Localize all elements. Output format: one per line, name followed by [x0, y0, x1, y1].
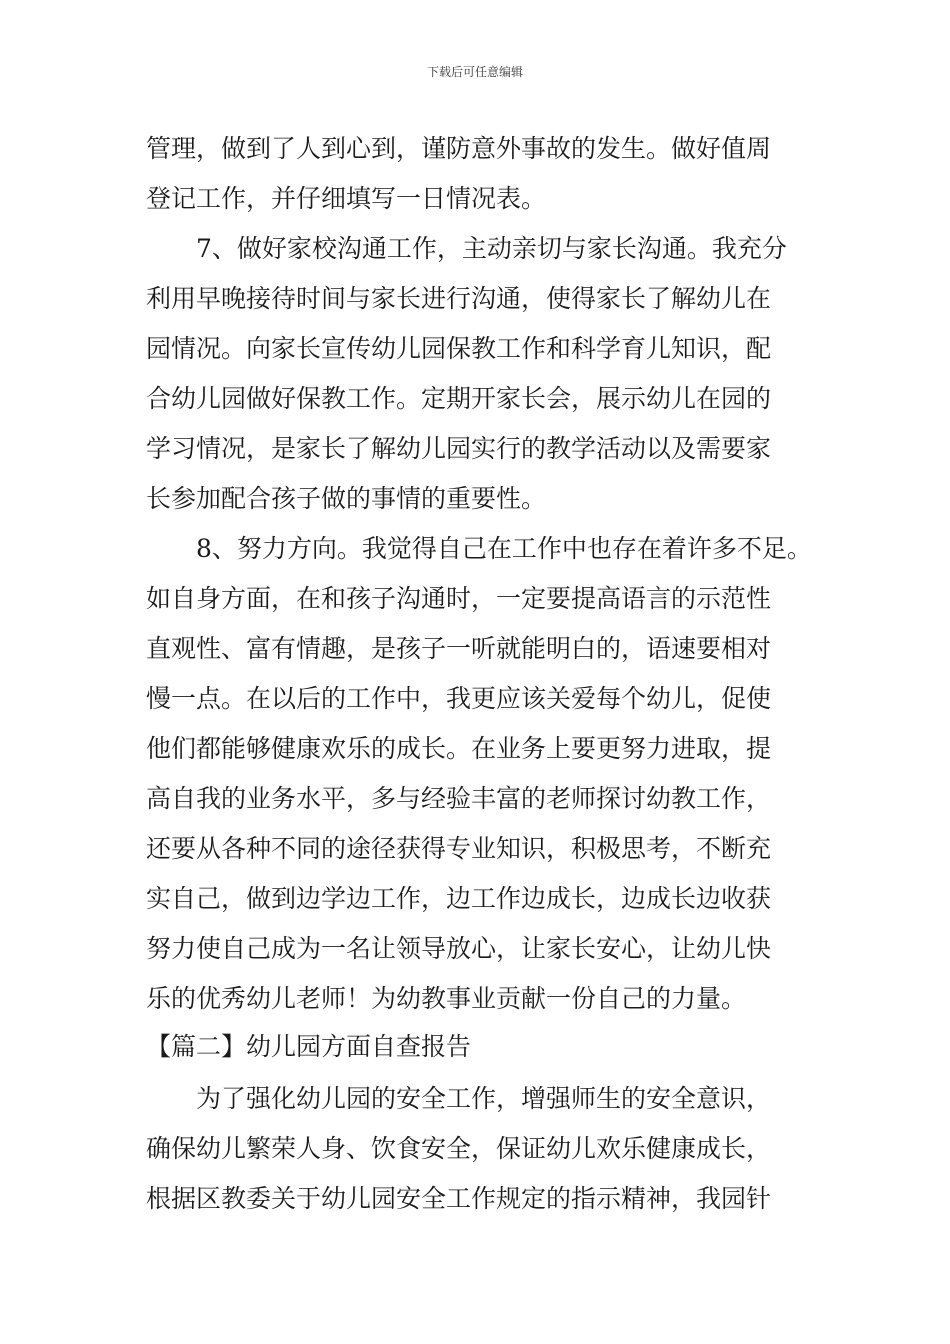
body-line: 管理，做到了人到心到，谨防意外事故的发生。做好值周: [146, 134, 772, 163]
paragraph-start-line: 7、做好家校沟通工作，主动亲切与家长沟通。我充分: [196, 234, 787, 263]
body-line: 乐的优秀幼儿老师！为幼教事业贡献一份自己的力量。: [146, 984, 747, 1013]
paragraph-start-line: 8、努力方向。我觉得自己在工作中也存在着许多不足。: [196, 534, 812, 563]
body-line: 慢一点。在以后的工作中，我更应该关爱每个幼儿，促使: [146, 684, 772, 713]
body-line: 长参加配合孩子做的事情的重要性。: [146, 484, 547, 513]
page-header: 下载后可任意编辑: [426, 65, 523, 79]
body-line: 确保幼儿繁荣人身、饮食安全，保证幼儿欢乐健康成长，: [146, 1134, 772, 1163]
body-line: 根据区教委关于幼儿园安全工作规定的指示精神，我园针: [146, 1184, 772, 1213]
section-heading: 【篇二】幼儿园方面自查报告: [146, 1032, 472, 1061]
body-line: 学习情况，是家长了解幼儿园实行的教学活动以及需要家: [146, 434, 772, 463]
body-line: 实自己，做到边学边工作，边工作边成长，边成长边收获: [146, 884, 772, 913]
body-line: 高自我的业务水平，多与经验丰富的老师探讨幼教工作，: [146, 784, 772, 813]
body-line: 直观性、富有情趣，是孩子一听就能明白的，语速要相对: [146, 634, 772, 663]
body-line: 还要从各种不同的途径获得专业知识，积极思考，不断充: [146, 834, 772, 863]
body-line: 登记工作，并仔细填写一日情况表。: [146, 184, 547, 213]
paragraph-start-line: 为了强化幼儿园的安全工作，增强师生的安全意识，: [196, 1084, 772, 1113]
body-line: 努力使自己成为一名让领导放心，让家长安心，让幼儿快: [146, 934, 772, 963]
body-line: 如自身方面，在和孩子沟通时，一定要提高语言的示范性: [146, 584, 772, 613]
body-line: 合幼儿园做好保教工作。定期开家长会，展示幼儿在园的: [146, 384, 772, 413]
body-line: 他们都能够健康欢乐的成长。在业务上要更努力进取，提: [146, 734, 772, 763]
body-line: 利用早晚接待时间与家长进行沟通，使得家长了解幼儿在: [146, 284, 772, 313]
body-line: 园情况。向家长宣传幼儿园保教工作和科学育儿知识，配: [146, 334, 772, 363]
